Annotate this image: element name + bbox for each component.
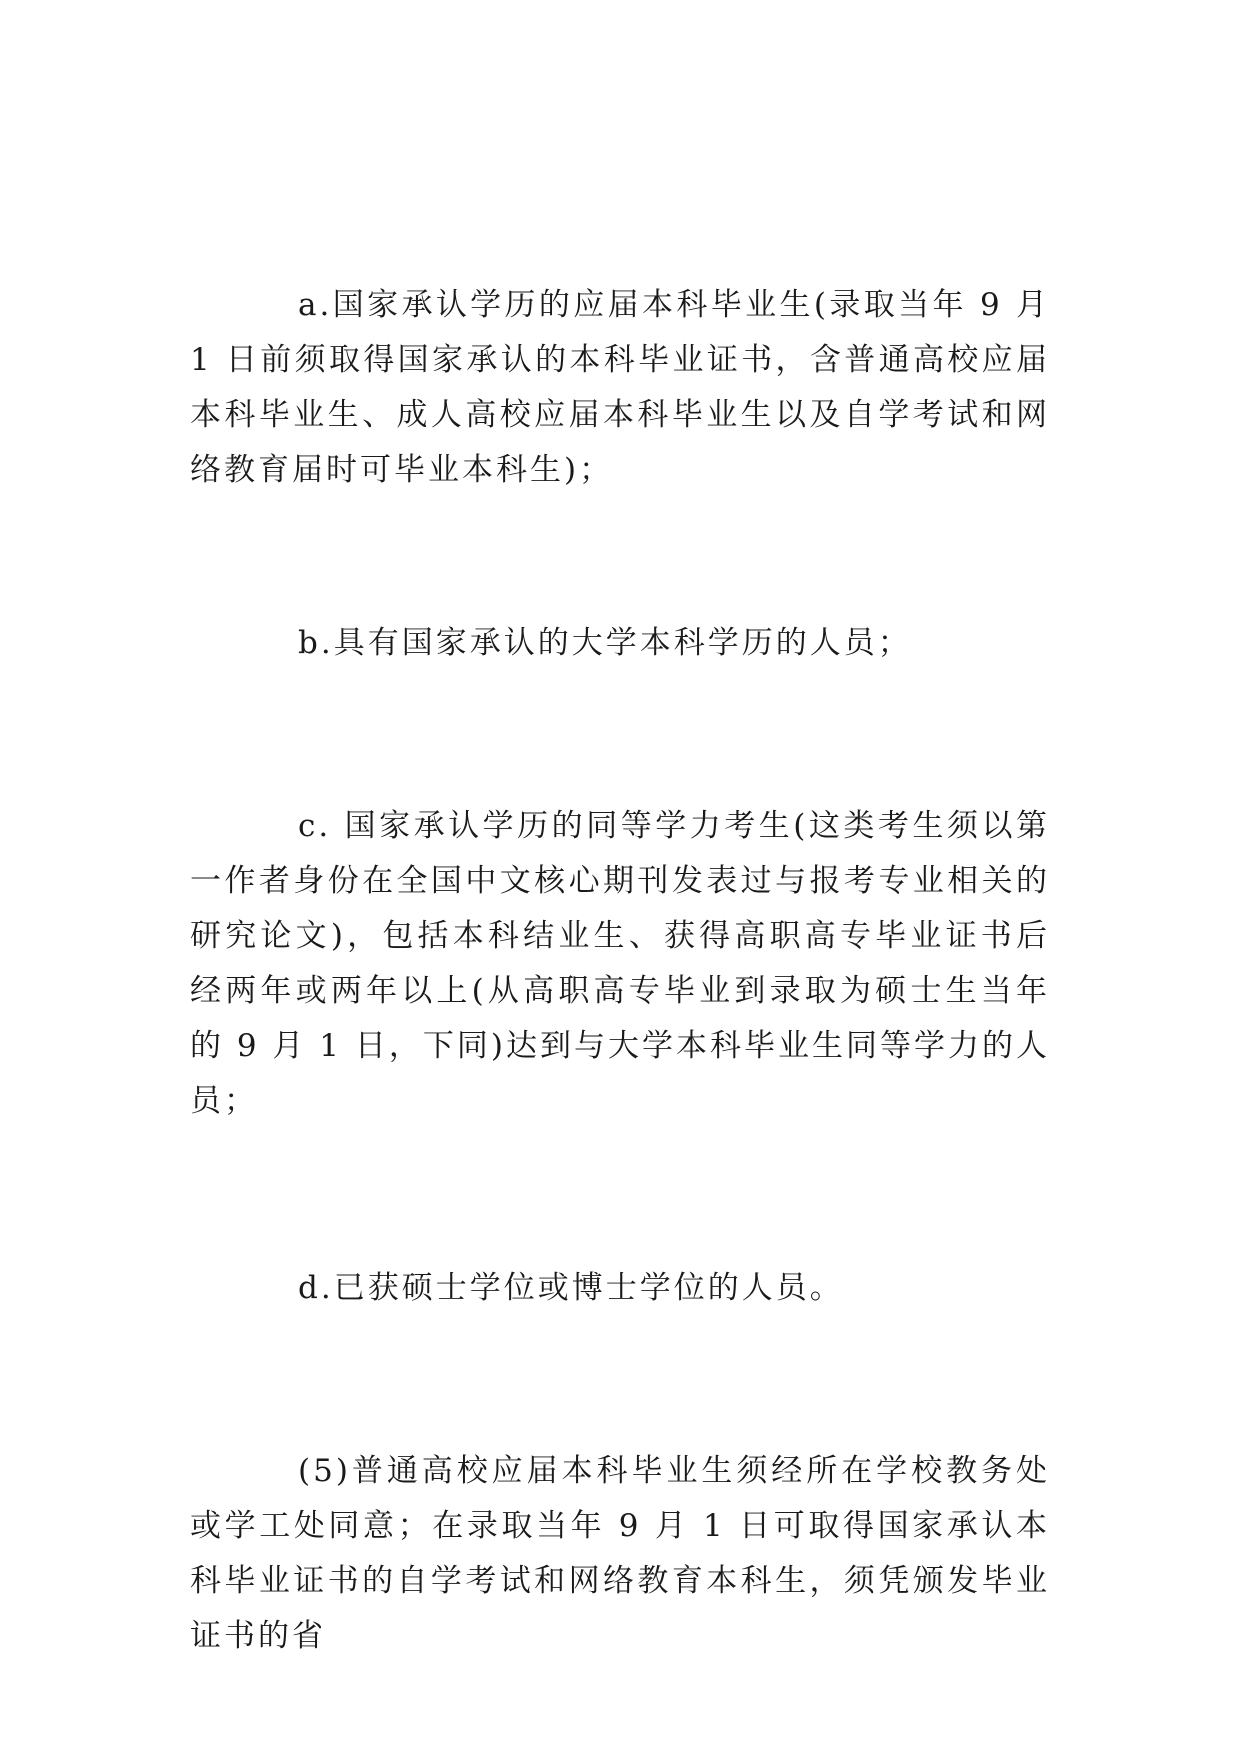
paragraph-b: b.具有国家承认的大学本科学历的人员； [298, 625, 912, 661]
paragraph-c: c. 国家承认学历的同等学力考生(这类考生须以第一作者身份在全国中文核心期刊发表过与报考专业相关的研究论文)，包括本科结业生、获得高职高专毕业证书后经两年或两年以上(从高职高专毕业到录取为硕士生当年的 9 月 1 日，下同)达到与大学本科毕业生同等学力的人员； [190, 808, 1050, 1119]
document-page [190, 278, 1050, 1664]
paragraph-d: d.已获硕士学位或博士学位的人员。 [298, 1270, 844, 1306]
paragraph-5: (5)普通高校应届本科毕业生须经所在学校教务处或学工处同意；在录取当年 9 月 1 日可取得国家承认本科毕业证书的自学考试和网络教育本科生，须凭颁发毕业证书的省 [190, 1453, 1050, 1654]
paragraph-a: a.国家承认学历的应届本科毕业生(录取当年 9 月 1 日前须取得国家承认的本科毕业证书，含普通高校应届本科毕业生、成人高校应届本科毕业生以及自学考试和网络教育届时可毕业本科生)； [190, 287, 1050, 488]
